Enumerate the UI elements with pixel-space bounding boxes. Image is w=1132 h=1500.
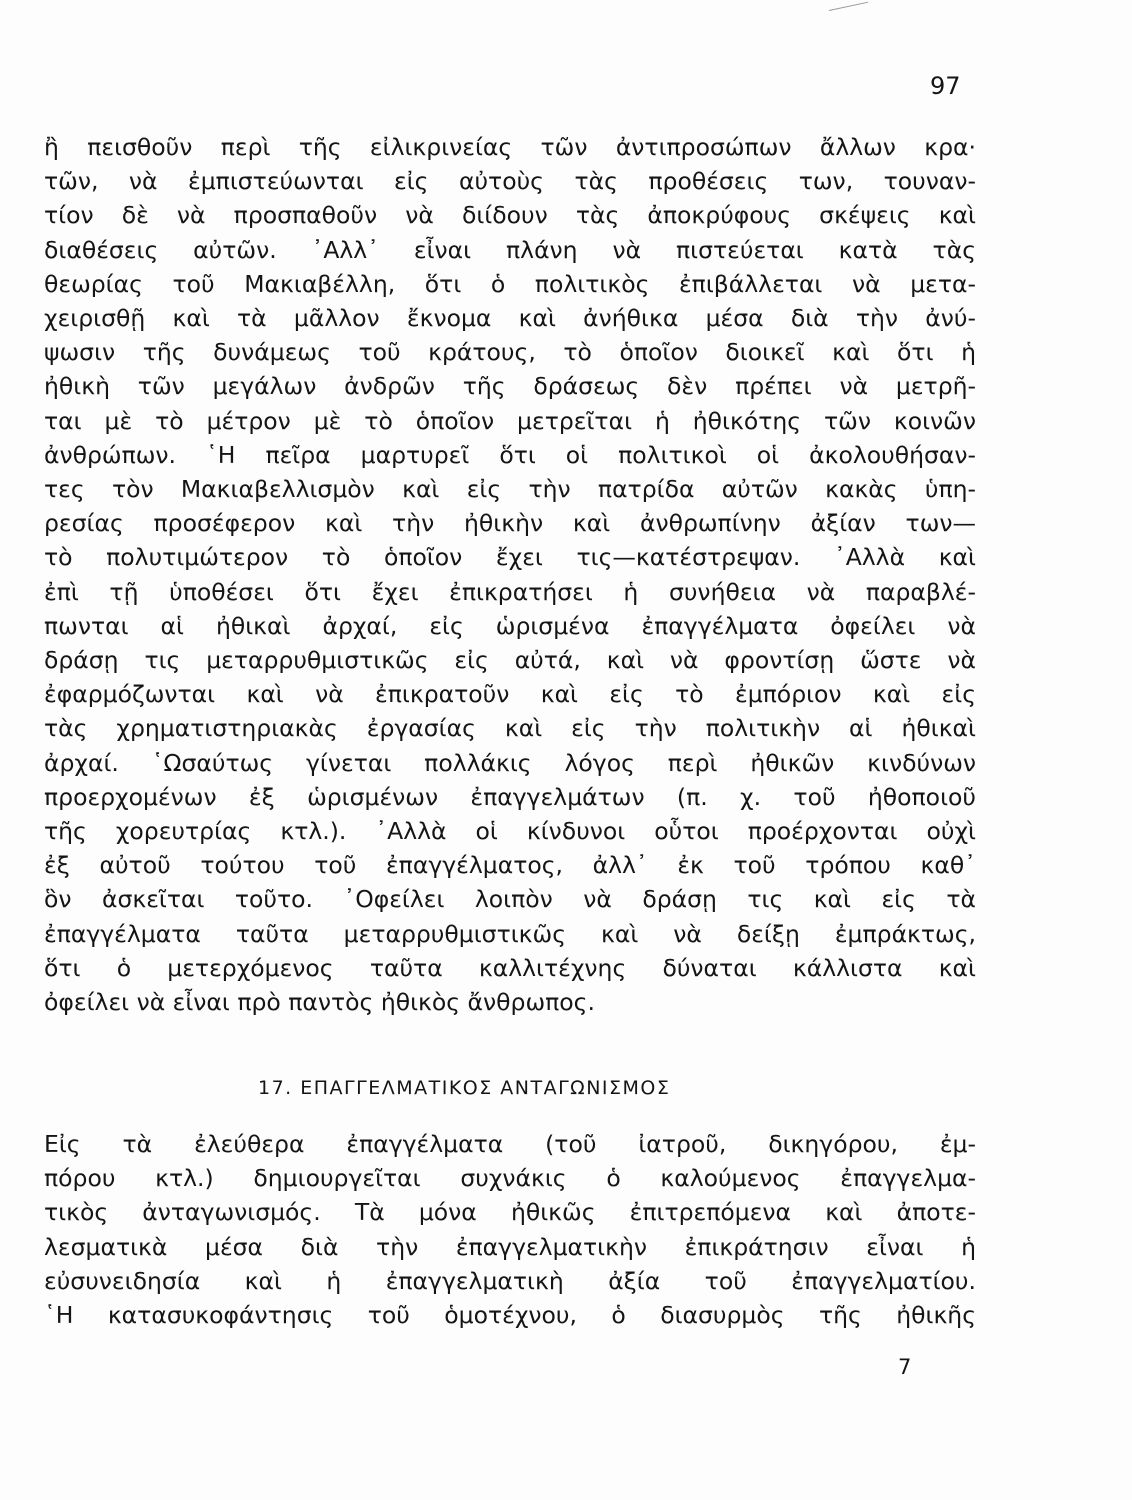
text-line: ἐφαρμόζωνται καὶ νὰ ἐπικρατοῦν καὶ εἰς τὸ ἐμπόριον καὶ εἰς <box>44 680 976 709</box>
text-line: ρεσίας προσέφερον καὶ τὴν ἠθικὴν καὶ ἀνθρωπίνην ἀξίαν των— <box>44 509 976 538</box>
signature-mark: 7 <box>898 1355 912 1379</box>
body-text-section-one <box>44 130 976 1019</box>
text-line: ῾Η κατασυκοφάντησις τοῦ ὁμοτέχνου, ὁ διασυρμὸς τῆς ἠθικῆς <box>44 1301 976 1330</box>
text-line: ἐπαγγέλματα ταῦτα μεταρρυθμιστικῶς καὶ νὰ δείξῃ ἐμπράκτως, <box>44 919 976 948</box>
text-line: τὸ πολυτιμώτερον τὸ ὁποῖον ἔχει τις—κατέστρεψαν. ᾿Αλλὰ καὶ <box>44 543 976 572</box>
text-line: ὀφείλει νὰ εἶναι πρὸ παντὸς ἠθικὸς ἄνθρωπος. <box>44 988 595 1017</box>
text-line: ψωσιν τῆς δυνάμεως τοῦ κράτους, τὸ ὁποῖον διοικεῖ καὶ ὅτι ἡ <box>44 338 976 367</box>
text-line: ἐπὶ τῇ ὑποθέσει ὅτι ἔχει ἐπικρατήσει ἡ συνήθεια νὰ παραβλέ- <box>44 577 976 606</box>
text-line: Εἰς τὰ ἐλεύθερα ἐπαγγέλματα (τοῦ ἰατροῦ, δικηγόρου, ἐμ- <box>44 1130 976 1158</box>
page-number: 97 <box>930 72 961 100</box>
text-line: ται μὲ τὸ μέτρον μὲ τὸ ὁποῖον μετρεῖται ἡ ἠθικότης τῶν κοινῶν <box>44 406 976 435</box>
body-text-section-two <box>44 1127 976 1332</box>
text-line: τίον δὲ νὰ προσπαθοῦν νὰ διίδουν τὰς ἀποκρύφους σκέψεις καὶ <box>44 201 976 230</box>
text-line: ὃν ἀσκεῖται τοῦτο. ᾿Οφείλει λοιπὸν νὰ δράσῃ τις καὶ εἰς τὰ <box>44 885 976 914</box>
text-line: ἀρχαί. ῾Ωσαύτως γίνεται πολλάκις λόγος περὶ ἠθικῶν κινδύνων <box>44 748 976 777</box>
text-line: τικὸς ἀνταγωνισμός. Τὰ μόνα ἠθικῶς ἐπιτρεπόμενα καὶ ἀποτε- <box>44 1198 976 1227</box>
text-line: τες τὸν Μακιαβελλισμὸν καὶ εἰς τὴν πατρίδα αὐτῶν κακὰς ὑπη- <box>44 475 976 504</box>
text-line: τῶν, νὰ ἐμπιστεύωνται εἰς αὐτοὺς τὰς προθέσεις των, τουναν- <box>44 167 976 196</box>
text-line: λεσματικὰ μέσα διὰ τὴν ἐπαγγελματικὴν ἐπικράτησιν εἶναι ἡ <box>44 1232 976 1261</box>
text-line: διαθέσεις αὐτῶν. ᾿Αλλ᾿ εἶναι πλάνη νὰ πιστεύεται κατὰ τὰς <box>44 235 976 264</box>
text-line: πόρου κτλ.) δημιουργεῖται συχνάκις ὁ καλούμενος ἐπαγγελμα- <box>44 1164 976 1193</box>
text-line: ἀνθρώπων. ῾Η πεῖρα μαρτυρεῖ ὅτι οἱ πολιτικοὶ οἱ ἀκολουθήσαν- <box>44 440 976 469</box>
text-line: τὰς χρηματιστηριακὰς ἐργασίας καὶ εἰς τὴν πολιτικὴν αἱ ἠθικαὶ <box>44 714 976 743</box>
text-line: πωνται αἱ ἠθικαὶ ἀρχαί, εἰς ὡρισμένα ἐπαγγέλματα ὀφείλει νὰ <box>44 611 976 640</box>
text-line: δράσῃ τις μεταρρυθμιστικῶς εἰς αὐτά, καὶ νὰ φροντίσῃ ὥστε νὰ <box>44 646 976 675</box>
text-line: προερχομένων ἐξ ὡρισμένων ἐπαγγελμάτων (π. χ. τοῦ ἠθοποιοῦ <box>44 782 976 811</box>
text-line: ἐξ αὐτοῦ τούτου τοῦ ἐπαγγέλματος, ἀλλ᾿ ἐκ τοῦ τρόπου καθ᾿ <box>44 851 976 880</box>
text-line: ἠθικὴ τῶν μεγάλων ἀνδρῶν τῆς δράσεως δὲν πρέπει νὰ μετρῆ- <box>44 372 976 401</box>
section-heading: 17. ΕΠΑΓΓΕΛΜΑΤΙΚΟΣ ΑΝΤΑΓΩΝΙΣΜΟΣ <box>258 1077 671 1099</box>
text-line: θεωρίας τοῦ Μακιαβέλλη, ὅτι ὁ πολιτικὸς ἐπιβάλλεται νὰ μετα- <box>44 269 976 298</box>
text-line: εὐσυνειδησία καὶ ἡ ἐπαγγελματικὴ ἀξία τοῦ ἐπαγγελματίου. <box>44 1266 976 1295</box>
text-line: ἢ πεισθοῦν περὶ τῆς εἰλικρινείας τῶν ἀντιπροσώπων ἄλλων κρα· <box>44 133 976 161</box>
text-line: χειρισθῇ καὶ τὰ μᾶλλον ἔκνομα καὶ ἀνήθικα μέσα διὰ τὴν ἀνύ- <box>44 304 976 333</box>
text-line: ὅτι ὁ μετερχόμενος ταῦτα καλλιτέχνης δύναται κάλλιστα καὶ <box>44 953 976 982</box>
text-line: τῆς χορευτρίας κτλ.). ᾿Αλλὰ οἱ κίνδυνοι οὗτοι προέρχονται οὐχὶ <box>44 817 976 846</box>
scan-edge-mark <box>829 2 868 11</box>
